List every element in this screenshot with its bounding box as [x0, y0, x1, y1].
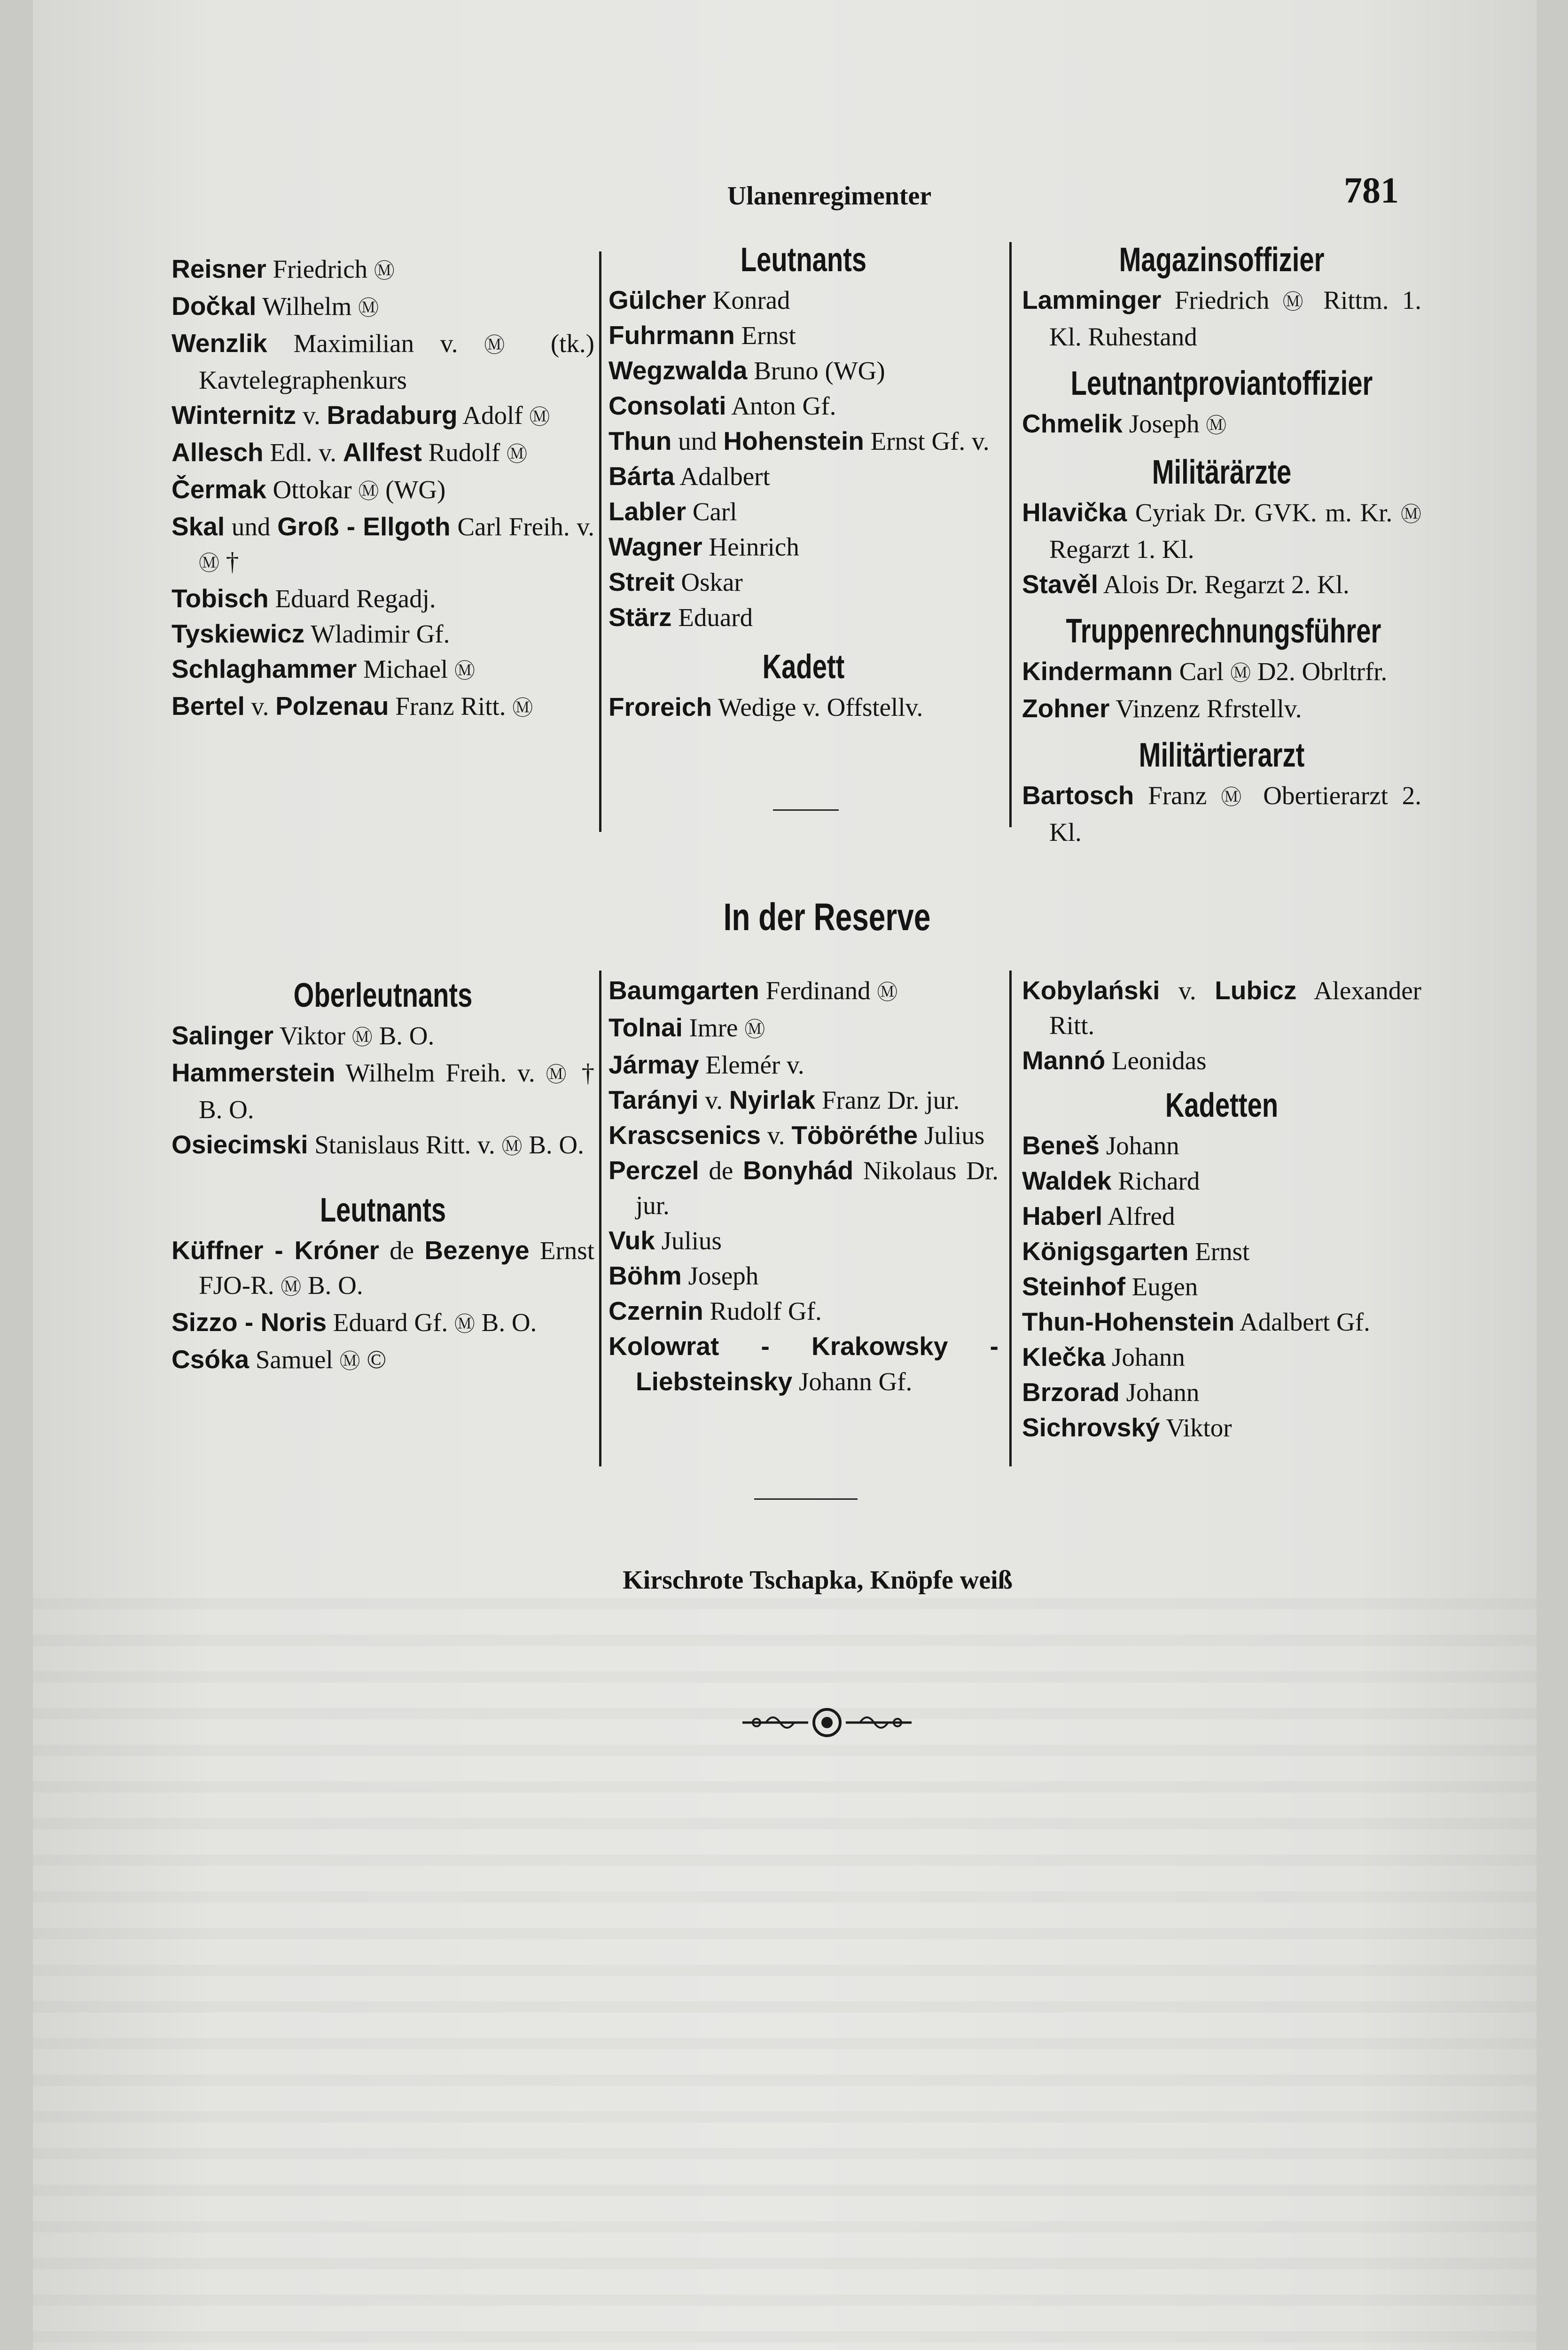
top-right-column — [1022, 237, 1421, 850]
merit-medal-icon: Ⓜ — [454, 1312, 475, 1336]
entry-text: Alexander Ritt. — [1049, 976, 1421, 1040]
merit-medal-icon: Ⓜ — [501, 1135, 523, 1159]
entry-text: Anton Gf. — [726, 392, 836, 420]
surname: Osiecimski — [172, 1130, 308, 1159]
surname: Dočkal — [172, 291, 257, 321]
reserve-officer-entry — [608, 1118, 999, 1153]
page-number: 781 — [1344, 170, 1399, 211]
leutnants-list — [608, 282, 999, 635]
entry-text: Johann — [1119, 1378, 1200, 1407]
entry-text: Konrad — [706, 286, 790, 314]
reserve-officer-entry — [608, 1010, 999, 1047]
section-list — [1022, 406, 1421, 443]
kadet-entry — [1022, 1410, 1421, 1445]
surname: Čermak — [172, 475, 266, 504]
leutnant-entry — [608, 494, 999, 529]
kadetten-list — [1022, 1128, 1421, 1445]
merit-medal-icon: Ⓜ — [281, 1275, 302, 1299]
surname: Sizzo - Noris — [172, 1308, 327, 1337]
officer-entry — [172, 651, 594, 689]
section-list — [1022, 778, 1421, 850]
reserve-leutnant-entry — [172, 1233, 594, 1305]
entry-text: Michael — [357, 655, 455, 683]
heading-reserve-leutnants: Leutnants — [320, 1191, 446, 1229]
reserve-officer-entry — [608, 973, 999, 1010]
surname: Lamminger — [1022, 285, 1162, 314]
section-heading: Truppenrechnungsführer — [1066, 612, 1381, 650]
entry-text: Regarzt 1. Kl. — [1049, 535, 1194, 564]
entry-text: B. O. — [475, 1308, 537, 1337]
entry-text: Adolf — [457, 401, 530, 430]
surname: Klečka — [1022, 1342, 1106, 1371]
reserve-left-column — [172, 973, 594, 1379]
surname: Kindermann — [1022, 657, 1173, 686]
staff-entry — [1022, 691, 1421, 726]
entry-text: B. O. — [372, 1021, 435, 1050]
entry-text: Leonidas — [1105, 1046, 1207, 1075]
surname-part: Töböréthe — [791, 1120, 918, 1150]
surname: Bárta — [608, 462, 675, 491]
oberleutnant-entry — [172, 1127, 594, 1164]
reserve-officer-entry — [608, 1293, 999, 1329]
reserve-officer-entry — [608, 1153, 999, 1223]
entry-text: Joseph — [1122, 409, 1206, 438]
surname: Küffner - Króner — [172, 1236, 379, 1265]
entry-text: Franz Dr. jur. — [815, 1086, 960, 1114]
leutnant-entry — [608, 318, 999, 353]
leutnant-entry — [608, 564, 999, 600]
reserve-officer-entry — [608, 1082, 999, 1118]
entry-text: Ernst — [1188, 1237, 1250, 1266]
column-divider — [599, 971, 601, 1466]
surname: Jármay — [608, 1050, 699, 1079]
merit-medal-icon: Ⓜ — [1282, 290, 1311, 314]
section-heading: Magazinsoffizier — [1119, 241, 1325, 279]
reserve-middle-column — [608, 973, 999, 1399]
entry-text: Cyriak Dr. GVK. m. Kr. — [1127, 498, 1401, 527]
surname: Tobisch — [172, 584, 269, 613]
surname: Baumgarten — [608, 976, 759, 1005]
surname: Bartosch — [1022, 781, 1134, 810]
entry-text: v. — [1160, 976, 1215, 1005]
merit-medal-icon: Ⓜ — [512, 696, 533, 720]
decoration-mark: † — [570, 1058, 595, 1087]
top-left-column — [172, 251, 594, 726]
surname: Bertel — [172, 691, 245, 721]
entry-text: Adalbert Gf. — [1234, 1308, 1370, 1336]
entry-text: Johann — [1100, 1131, 1179, 1160]
surname: Mannó — [1022, 1046, 1106, 1075]
entry-text: Johann — [1105, 1343, 1185, 1371]
entry-text: Julius — [655, 1226, 722, 1255]
staff-entry — [1022, 778, 1421, 850]
entry-text: de — [379, 1236, 425, 1265]
surname: Froreich — [608, 692, 712, 721]
merit-medal-icon: Ⓜ — [1206, 414, 1227, 438]
merit-medal-icon: Ⓜ — [744, 1018, 765, 1042]
heading-leutnants: Leutnants — [740, 241, 867, 279]
kadett-entry — [608, 689, 999, 725]
entry-text: Wilhelm — [256, 292, 359, 321]
merit-medal-icon: Ⓜ — [339, 1349, 360, 1373]
surname: Zohner — [1022, 694, 1110, 723]
entry-text: Carl Freih. v. — [450, 512, 595, 541]
reserve-officer-entry — [1022, 973, 1421, 1043]
surname: Czernin — [608, 1296, 703, 1325]
officer-entry — [172, 509, 594, 581]
section-heading: Militärtierarzt — [1139, 736, 1305, 774]
surname: Hlavička — [1022, 498, 1127, 527]
surname: Thun-Hohenstein — [1022, 1307, 1235, 1336]
reserve-officer-entry — [1022, 1043, 1421, 1078]
surname: Streit — [608, 567, 675, 596]
surname: Tolnai — [608, 1013, 683, 1042]
column-divider — [599, 251, 601, 832]
heading-oberleutnants: Oberleutnants — [293, 977, 473, 1014]
officer-entry — [172, 581, 594, 616]
entry-text: Friedrich — [266, 255, 374, 283]
officer-entry — [172, 689, 594, 726]
entry-text: v. — [296, 401, 327, 430]
surname-part: Nyirlak — [729, 1085, 816, 1114]
section-heading: Militärärzte — [1152, 454, 1292, 491]
surname: Salinger — [172, 1021, 274, 1050]
entry-text: Elemér v. — [699, 1050, 804, 1079]
reserve-leutnant-entry — [172, 1342, 594, 1379]
officer-entry — [172, 251, 594, 289]
entry-text: Rudolf — [421, 438, 507, 467]
kadet-entry — [1022, 1163, 1421, 1198]
entry-text: Obertierarzt 2. Kl. — [1049, 781, 1422, 846]
entry-text: Vinzenz Rfrstellv. — [1109, 694, 1302, 723]
section-heading: Leutnantproviantoffizier — [1070, 365, 1373, 402]
kadet-entry — [1022, 1375, 1421, 1410]
surname-part: Hohenstein — [723, 426, 864, 455]
section-list — [1022, 282, 1421, 354]
heading-kadett: Kadett — [762, 648, 845, 686]
heading-kadetten: Kadetten — [1165, 1087, 1279, 1124]
merit-medal-icon: Ⓜ — [1230, 661, 1251, 685]
entry-text: Eduard Gf. — [327, 1308, 454, 1337]
entry-text: Ernst Gf. v. — [864, 427, 990, 455]
surname: Labler — [608, 497, 686, 526]
surname: Reisner — [172, 254, 266, 283]
entry-text: Eugen — [1125, 1272, 1198, 1301]
entry-text: Johann Gf. — [792, 1367, 913, 1396]
staff-entry — [1022, 495, 1421, 567]
surname-part: Bezenye — [424, 1236, 530, 1265]
entry-text: Franz — [1134, 781, 1221, 810]
surname: Waldek — [1022, 1166, 1112, 1195]
surname: Hammerstein — [172, 1058, 335, 1087]
merit-medal-icon: Ⓜ — [507, 442, 528, 466]
entry-text: Samuel — [249, 1345, 340, 1374]
entry-text: Joseph — [681, 1261, 759, 1290]
entry-text: Ottokar — [266, 475, 359, 504]
surname: Csóka — [172, 1345, 250, 1374]
reserve-right-column — [1022, 973, 1421, 1445]
kadet-entry — [1022, 1304, 1421, 1340]
entry-text: v. — [698, 1086, 729, 1114]
book-page — [33, 0, 1537, 2350]
surname: Beneš — [1022, 1131, 1100, 1160]
merit-medal-icon: Ⓜ — [358, 296, 379, 320]
leutnant-entry — [608, 459, 999, 494]
kadet-entry — [1022, 1269, 1421, 1304]
entry-text: Wedige v. Offstellv. — [712, 693, 923, 721]
entry-text: Adalbert — [674, 462, 770, 491]
entry-text: Stanislaus Ritt. v. — [308, 1130, 502, 1159]
surname: Schlaghammer — [172, 654, 357, 683]
officer-entry — [172, 326, 594, 398]
staff-entry — [1022, 567, 1421, 602]
leutnant-entry — [608, 600, 999, 635]
merit-medal-icon: Ⓜ — [546, 1063, 571, 1087]
entry-text: B. O. — [301, 1271, 363, 1300]
reserve-title: In der Reserve — [723, 896, 931, 939]
staff-entry — [1022, 406, 1421, 443]
surname: Consolati — [608, 391, 726, 420]
surname-part: Bradaburg — [327, 400, 458, 430]
surname: Wenzlik — [172, 329, 267, 358]
surname-part: Groß - Ellgoth — [277, 512, 451, 541]
surname: Vuk — [608, 1226, 655, 1255]
surname: Tarányi — [608, 1085, 699, 1114]
surname: Fuhrmann — [608, 321, 735, 350]
merit-medal-icon: Ⓜ — [1401, 502, 1421, 526]
kadett-list — [608, 689, 999, 725]
kadet-entry — [1022, 1198, 1421, 1234]
surname-part: Polzenau — [275, 691, 389, 721]
entry-text: B. O. — [522, 1130, 584, 1159]
officer-entry — [172, 289, 594, 326]
officer-entry — [172, 435, 594, 472]
surname-part: Allfest — [343, 438, 422, 467]
running-title: Ulanenregimenter — [727, 181, 932, 211]
kadet-entry — [1022, 1340, 1421, 1375]
entry-text: Julius — [918, 1121, 985, 1150]
uniform-note: Kirschrote Tschapka, Knöpfe weiß — [623, 1566, 1013, 1595]
merit-medal-icon: Ⓜ — [529, 405, 550, 429]
entry-text: Eduard Regadj. — [268, 584, 436, 613]
entry-text: und — [225, 512, 278, 541]
oberleutnants-list — [172, 1018, 594, 1164]
entry-text: Carl — [686, 497, 737, 526]
entry-text: Edl. v. — [263, 438, 343, 467]
entry-text: Carl — [1172, 657, 1231, 686]
oberleutnant-entry — [172, 1055, 594, 1127]
reserve-leutnants-list — [172, 1233, 594, 1379]
entry-text: (WG) — [379, 475, 446, 504]
reserve-right-list — [1022, 973, 1421, 1078]
surname: Böhm — [608, 1261, 682, 1290]
surname: Tyskiewicz — [172, 619, 305, 648]
kadet-entry — [1022, 1128, 1421, 1163]
leutnant-entry — [608, 353, 999, 388]
section-list — [1022, 495, 1421, 602]
entry-text: Franz Ritt. — [389, 692, 513, 721]
oberleutnant-entry — [172, 1018, 594, 1055]
surname: Gülcher — [608, 285, 706, 314]
entry-text: Alfred — [1102, 1202, 1175, 1230]
entry-text: Wilhelm Freih. v. — [335, 1058, 546, 1087]
officer-entry — [172, 398, 594, 435]
surname: Perczel — [608, 1156, 699, 1185]
entry-text: Friedrich — [1161, 286, 1283, 314]
entry-text: Alois Dr. Regarzt 2. Kl. — [1098, 570, 1350, 599]
entry-text: Richard — [1111, 1167, 1200, 1195]
entry-text: Nikolaus Dr. jur. — [636, 1156, 999, 1220]
surname: Königsgarten — [1022, 1237, 1189, 1266]
surname: Steinhof — [1022, 1272, 1125, 1301]
top-middle-column — [608, 237, 999, 725]
leutnant-entry — [608, 529, 999, 564]
officer-entry — [172, 616, 594, 651]
entry-text: Imre — [682, 1013, 745, 1042]
merit-medal-icon: Ⓜ — [374, 259, 395, 283]
entry-text: (tk.) Kavtelegraphenkurs — [199, 329, 595, 394]
merit-medal-icon: Ⓜ — [877, 980, 898, 1004]
surname: Allesch — [172, 438, 264, 467]
surname: Krascsenics — [608, 1120, 761, 1150]
merit-medal-icon: Ⓜ — [1221, 785, 1249, 809]
officer-entry — [172, 472, 594, 509]
entry-text: Wladimir Gf. — [304, 619, 450, 648]
surname: Thun — [608, 426, 672, 455]
reserve-officer-entry — [608, 1329, 999, 1399]
entry-text: Oskar — [674, 568, 743, 596]
short-rule — [773, 809, 839, 811]
decoration-mark: † — [219, 547, 239, 576]
reserve-leutnant-entry — [172, 1305, 594, 1342]
surname: Chmelik — [1022, 409, 1123, 438]
entry-text: Rudolf Gf. — [703, 1297, 822, 1325]
entry-text: Eduard — [671, 603, 753, 632]
entry-text: und — [671, 427, 724, 455]
staff-entry — [1022, 654, 1421, 691]
decoration-mark: © — [360, 1345, 387, 1374]
leutnant-entry — [608, 282, 999, 318]
surname: Wegzwalda — [608, 356, 748, 385]
entry-text: Rittm. 1. Kl. Ruhestand — [1049, 286, 1422, 351]
surname-part: Bonyhád — [742, 1156, 854, 1185]
merit-medal-icon: Ⓜ — [358, 479, 379, 503]
surname: Wagner — [608, 532, 702, 561]
entry-text: v. — [244, 692, 276, 721]
merit-medal-icon: Ⓜ — [454, 659, 476, 683]
entry-text: de — [699, 1156, 743, 1185]
ornament-divider — [738, 1704, 916, 1741]
entry-text: Viktor — [1160, 1413, 1232, 1442]
reserve-officer-entry — [608, 1223, 999, 1258]
entry-text: Ernst — [734, 321, 796, 350]
merit-medal-icon: Ⓜ — [199, 551, 219, 575]
surname: Stärz — [608, 603, 672, 632]
surname: Haberl — [1022, 1201, 1103, 1230]
surname: Kolowrat - Krakowsky - Liebsteinsky — [608, 1332, 999, 1396]
surname: Winternitz — [172, 400, 296, 430]
surname: Skal — [172, 512, 225, 541]
entry-text: Ferdinand — [759, 976, 877, 1005]
surname: Sichrovský — [1022, 1413, 1160, 1442]
entry-text: Ernst FJO-R. — [199, 1236, 594, 1300]
reserve-officer-entry — [608, 1047, 999, 1082]
surname: Brzorad — [1022, 1378, 1120, 1407]
entry-text: v. — [761, 1121, 792, 1150]
kadet-entry — [1022, 1234, 1421, 1269]
entry-text: D2. Obrltrfr. — [1251, 657, 1388, 686]
entry-text: Maximilian v. — [267, 329, 484, 358]
leutnant-entry — [608, 423, 999, 459]
merit-medal-icon: Ⓜ — [484, 333, 525, 357]
staff-entry — [1022, 282, 1421, 354]
surname: Kobylański — [1022, 976, 1160, 1005]
column-divider — [1009, 971, 1012, 1466]
surname-part: Lubicz — [1215, 976, 1297, 1005]
entry-text: B. O. — [199, 1095, 254, 1124]
entry-text: Bruno (WG) — [747, 356, 885, 385]
merit-medal-icon: Ⓜ — [351, 1026, 373, 1050]
entry-text: Viktor — [273, 1021, 352, 1050]
leutnant-entry — [608, 388, 999, 423]
short-rule — [754, 1498, 858, 1500]
entry-text: Heinrich — [702, 533, 799, 561]
reserve-officer-entry — [608, 1258, 999, 1293]
column-divider — [1009, 242, 1012, 827]
surname: Stavěl — [1022, 570, 1099, 599]
section-list — [1022, 654, 1421, 726]
